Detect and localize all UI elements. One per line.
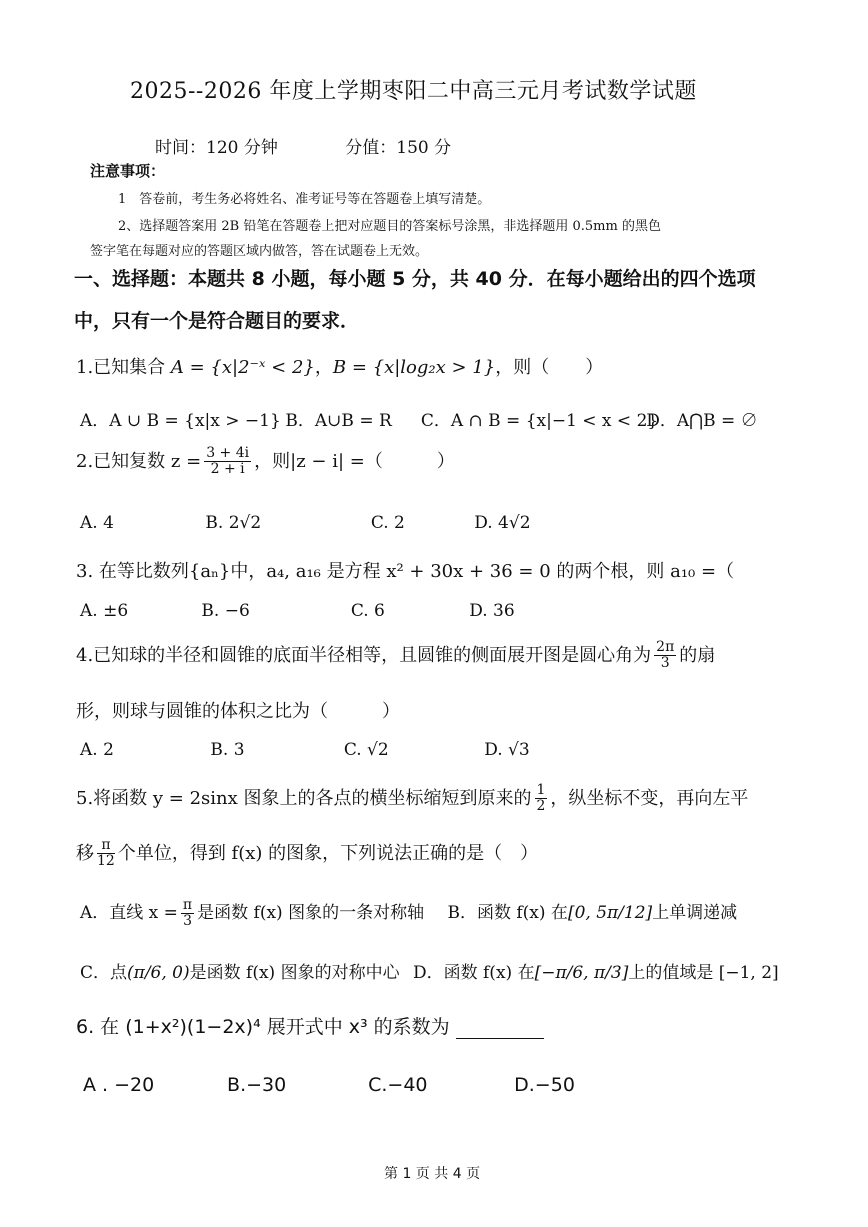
q1-options	[80, 406, 758, 431]
section-heading-cont: 中，只有一个是符合题目的要求．	[74, 310, 360, 332]
question-1	[76, 353, 603, 379]
q6-option-a[interactable]: A . −20	[83, 1074, 155, 1096]
q6-options	[83, 1074, 575, 1096]
q5-option-c[interactable]	[80, 958, 400, 983]
q5-stem-pre: 5.将函数 y = 2sinx 图象上的各点的横坐标缩短到原来的	[76, 787, 532, 809]
page-footer: 第 1 页 共 4 页	[384, 1166, 481, 1182]
q1-sep: ，	[314, 357, 333, 378]
q5-a-den: 3	[183, 913, 192, 930]
question-5	[76, 783, 748, 815]
question-2	[76, 446, 455, 478]
q6-option-d[interactable]: D.−50	[514, 1074, 575, 1096]
q5-shift-den: 12	[97, 853, 115, 870]
exam-meta	[155, 133, 513, 158]
q6-option-c[interactable]: C.−40	[368, 1074, 428, 1096]
q5-option-d[interactable]	[413, 958, 779, 983]
q5-stem-post: ，纵坐标不变，再向左平	[550, 787, 749, 809]
q5-options-row1	[80, 898, 737, 930]
q2-stem-pre: 2.已知复数 z =	[76, 450, 202, 472]
question-3: 3. 在等比数列{aₙ}中，a₄, a₁₆ 是方程 x² + 30x + 36 = 0 的两个根，则 a₁₀ =（	[76, 561, 735, 582]
q2-den: 2 + i	[210, 461, 245, 478]
q3-option-c[interactable]: C. 6	[350, 601, 385, 621]
q1-stem-post: ，则（ ）	[495, 357, 604, 378]
q3-option-b[interactable]: B. −6	[201, 601, 250, 621]
q2-stem-post: ，则|z − i| =（ ）	[254, 450, 455, 472]
exam-time: 时间：120 分钟	[155, 138, 278, 158]
q2-option-b[interactable]: B. 2√2	[205, 513, 262, 533]
q4-num: 2π	[656, 639, 675, 655]
q5-d-post: 上的值域是 [−1, 2]	[628, 963, 779, 983]
q1-option-b[interactable]: B．A∪B = R	[285, 411, 392, 431]
notice-item-2: 2、选择题答案用 2B 铅笔在答题卷上把对应题目的答案标号涂黑，非选择题用 0.5mm 的黑色	[118, 219, 661, 234]
q5-stem2-post: 个单位，得到 f(x) 的图象，下列说法正确的是（ ）	[117, 842, 539, 864]
q2-fraction	[204, 446, 251, 478]
q1-option-c[interactable]: C．A ∩ B = {x|−1 < x < 2}	[420, 411, 659, 431]
q5-b-pre: B．函数 f(x) 在	[447, 903, 568, 924]
exam-title: 2025--2026 年度上学期枣阳二中高三元月考试数学试题	[130, 79, 697, 104]
q5-c-point: (π/6, 0)	[127, 963, 190, 983]
q5-c-post: 是函数 f(x) 图象的对称中心	[189, 963, 400, 983]
q1-option-a[interactable]: A．A ∪ B = {x|x > −1}	[80, 411, 281, 431]
q2-options	[80, 513, 531, 533]
q5-options-row2	[80, 958, 779, 983]
q5-half-den: 2	[536, 798, 546, 815]
q2-num: 3 + 4i	[206, 445, 250, 461]
q5-option-b[interactable]	[447, 898, 737, 923]
q5-d-pre: D．函数 f(x) 在	[412, 963, 535, 983]
section-heading: 一、选择题：本题共 8 小题，每小题 5 分，共 40 分．在每小题给出的四个选项	[74, 268, 756, 290]
notice-item-2-cont: 签字笔在每题对应的答题区域内做答，答在试题卷上无效。	[90, 244, 429, 259]
notice-item-1: 1 答卷前，考生务必将姓名、准考证号等在答题卷上填写清楚。	[118, 192, 491, 207]
q3-option-d[interactable]: D. 36	[469, 601, 515, 621]
q4-option-a[interactable]: A. 2	[80, 740, 114, 760]
q4-option-c[interactable]: C. √2	[343, 740, 389, 760]
question-5-cont	[76, 838, 538, 870]
q5-a-num: π	[182, 897, 193, 913]
q5-b-post: 上单调递减	[652, 903, 738, 924]
q5-option-a[interactable]	[80, 898, 424, 930]
notice-heading: 注意事项：	[90, 162, 166, 180]
q4-option-b[interactable]: B. 3	[210, 740, 245, 760]
q5-a-fraction	[181, 898, 194, 930]
q2-option-d[interactable]: D. 4√2	[474, 513, 531, 533]
q6-answer-blank[interactable]	[456, 1022, 544, 1039]
q3-option-a[interactable]: A. ±6	[80, 601, 129, 621]
q1-set-a: A = {x|2⁻ˣ < 2}	[170, 357, 315, 378]
q4-option-d[interactable]: D. √3	[484, 740, 530, 760]
q2-option-a[interactable]: A. 4	[80, 513, 114, 533]
question-4-cont: 形，则球与圆锥的体积之比为（ ）	[76, 701, 400, 722]
q5-b-interval: [0, 5π/12]	[567, 903, 653, 924]
q2-option-c[interactable]: C. 2	[370, 513, 405, 533]
q4-stem-post: 的扇	[679, 644, 716, 666]
q5-stem2-pre: 移	[76, 842, 94, 864]
q4-den: 3	[660, 655, 670, 672]
q6-option-b[interactable]: B.−30	[227, 1074, 287, 1096]
q4-fraction	[654, 640, 676, 672]
q3-options	[80, 601, 515, 621]
q5-fraction-half	[535, 783, 548, 815]
q4-stem-pre: 4.已知球的半径和圆锥的底面半径相等，且圆锥的侧面展开图是圆心角为	[76, 644, 652, 666]
q1-set-b: B = {x|log₂x > 1}	[332, 357, 496, 378]
q1-stem-pre: 1.已知集合	[76, 357, 171, 378]
q5-shift-num: π	[97, 838, 115, 854]
exam-score: 分值：150 分	[345, 138, 452, 158]
q4-options	[80, 740, 530, 760]
q5-a-post: 是函数 f(x) 图象的一条对称轴	[197, 903, 425, 924]
question-6	[76, 1012, 544, 1039]
question-4	[76, 640, 715, 672]
q5-fraction-shift	[97, 838, 115, 870]
q1-option-d[interactable]: D．A⋂B = ∅	[646, 411, 758, 431]
q5-d-interval: [−π/6, π/3]	[534, 963, 629, 983]
q6-stem: 6. 在 (1+x²)(1−2x)⁴ 展开式中 x³ 的系数为	[76, 1016, 450, 1038]
q5-a-pre: A．直线 x =	[80, 903, 178, 924]
q5-c-pre: C．点	[80, 963, 128, 983]
q5-half-num: 1	[536, 782, 546, 798]
